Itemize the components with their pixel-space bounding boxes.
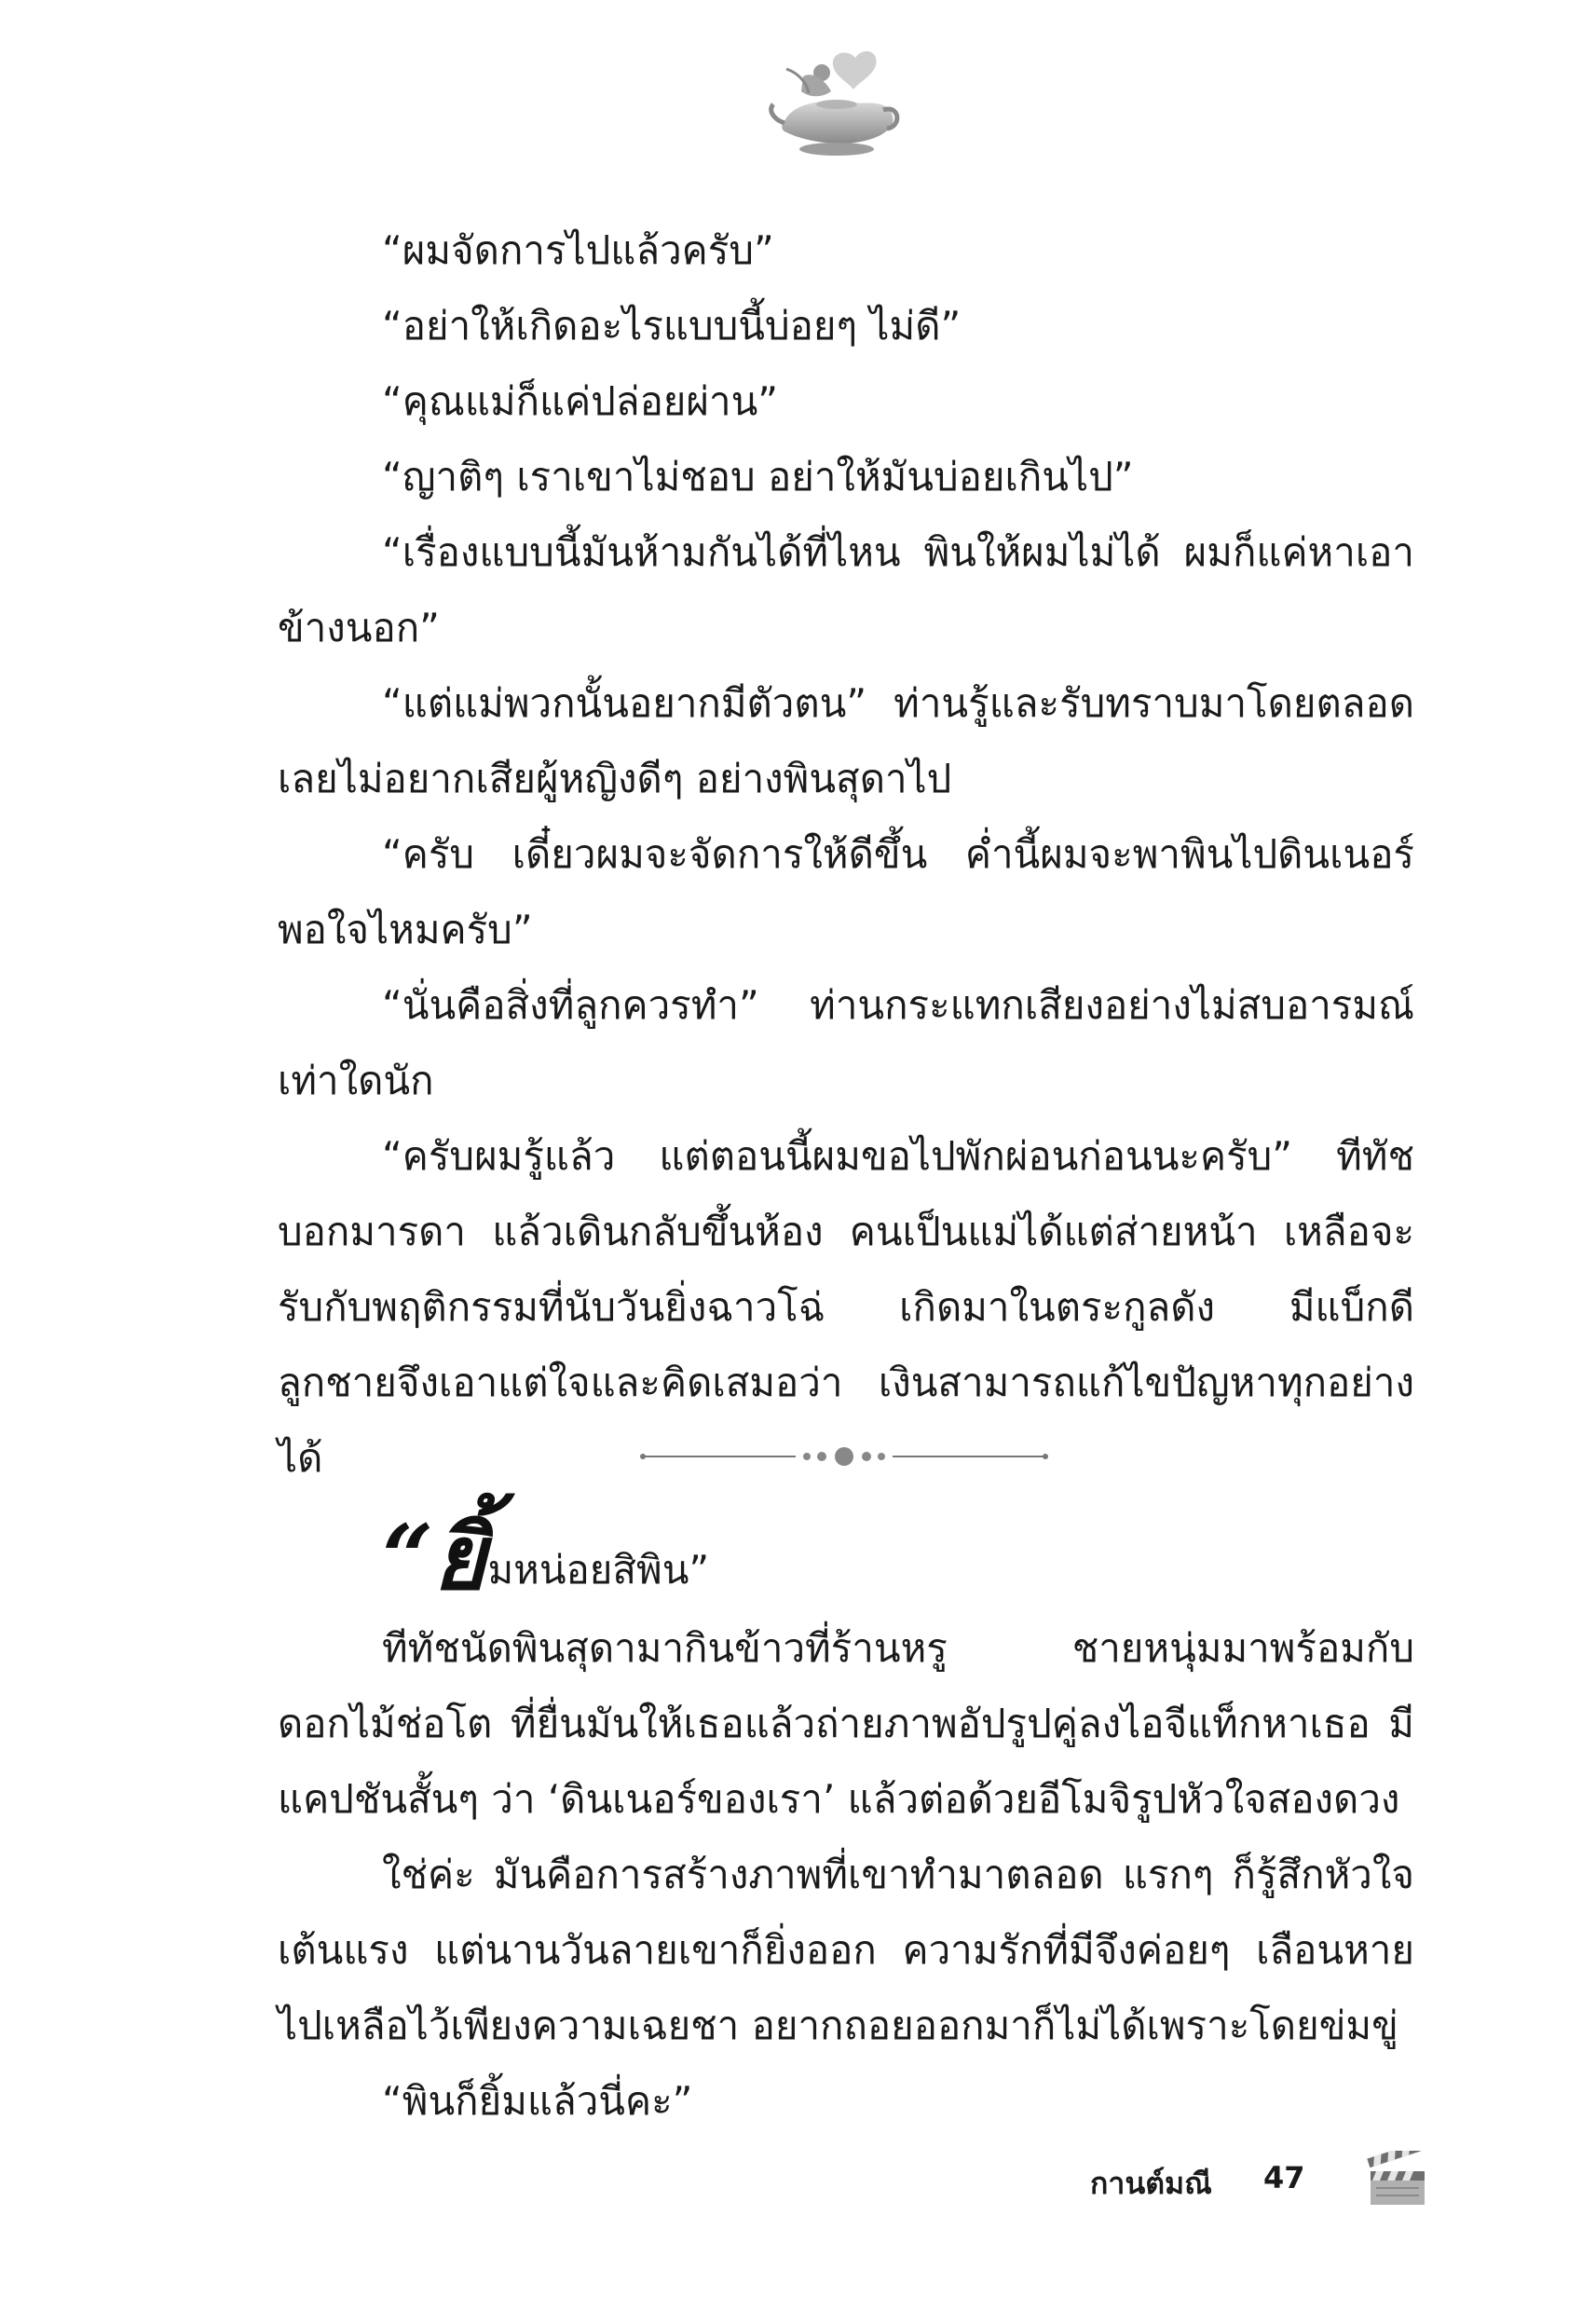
page-number: 47 <box>1263 2160 1305 2195</box>
author-name: กานต์มณี <box>1090 2166 1212 2201</box>
dotted-divider <box>639 1443 1049 1470</box>
paragraph: “ครับผมรู้แล้ว แต่ตอนนี้ผมขอไปพักผ่อนก่อนนะครับ” ทีทัชบอกมารดา แล้วเดินกลับขึ้นห้อง คนเป็นแม่ได้แต่ส่ายหน้า เหลือจะรับกับพฤติกรรมที่นับวันยิ่งฉาวโฉ่ เกิดมาในตระกูลดัง มีแบ็กดี ลูกชายจึงเอาแต่ใจและคิดเสมอว่า เงินสามารถแก้ไขปัญหาทุกอย่างได้ <box>278 1133 1414 1481</box>
paragraph: “ครับ เดี๋ยวผมจะจัดการให้ดีขึ้น ค่ำนี้ผมจะพาพินไปดินเนอร์พอใจไหมครับ” <box>278 831 1414 952</box>
paragraph: “คุณแม่ก็แค่ปล่อยผ่าน” <box>382 378 779 424</box>
clapperboard-icon <box>1365 2151 1430 2208</box>
paragraph: “ผมจัดการไปแล้วครับ” <box>382 227 774 273</box>
paragraph: “เรื่องแบบนี้มันห้ามกันได้ที่ไหน พินให้ผมไม่ได้ ผมก็แค่หาเอาข้างนอก” <box>278 529 1414 650</box>
section-2-text <box>278 1505 1414 2139</box>
genie-lamp-cupid-icon <box>766 45 906 164</box>
paragraph: “แต่แม่พวกนั้นอยากมีตัวตน” ท่านรู้และรับทราบมาโดยตลอดเลยไม่อยากเสียผู้หญิงดีๆ อย่างพินสุดาไป <box>278 680 1414 801</box>
paragraph: “พินก็ยิ้มแล้วนี่คะ” <box>382 2078 693 2124</box>
paragraph: “อย่าให้เกิดอะไรแบบนี้บ่อยๆ ไม่ดี” <box>382 303 962 349</box>
paragraph: “ญาติๆ เราเขาไม่ชอบ อย่าให้มันบ่อยเกินไป” <box>382 454 1134 499</box>
paragraph: “นั่นคือสิ่งที่ลูกควรทำ” ท่านกระแทกเสียงอย่างไม่สบอารมณ์เท่าใดนัก <box>278 982 1414 1103</box>
opening-line-text: มหน่อยสิพิน” <box>487 1547 710 1593</box>
paragraph: ทีทัชนัดพินสุดามากินข้าวที่ร้านหรู ชายหนุ่มมาพร้อมกับดอกไม้ช่อโต ที่ยื่นมันให้เธอแล้วถ่ายภาพอัปรูปคู่ลงไอจีแท็กหาเธอ มีแคปชันสั้นๆ ว่า ‘ดินเนอร์ของเรา’ แล้วต่อด้วยอีโมจิรูปหัวใจสองดวง <box>278 1625 1414 1822</box>
section-1-text <box>278 212 1414 1496</box>
page-footer <box>1090 2151 1444 2216</box>
section-opening-line <box>278 1505 1414 1610</box>
drop-cap: “ยิ้ <box>382 1505 486 1610</box>
paragraph: ใช่ค่ะ มันคือการสร้างภาพที่เขาทำมาตลอด แรกๆ ก็รู้สึกหัวใจเต้นแรง แต่นานวันลายเขาก็ยิ่งออก ความรักที่มีจึงค่อยๆ เลือนหายไปเหลือไว้เพียงความเฉยชา อยากถอยออกมาก็ไม่ได้เพราะโดยข่มขู่ <box>278 1852 1414 2048</box>
